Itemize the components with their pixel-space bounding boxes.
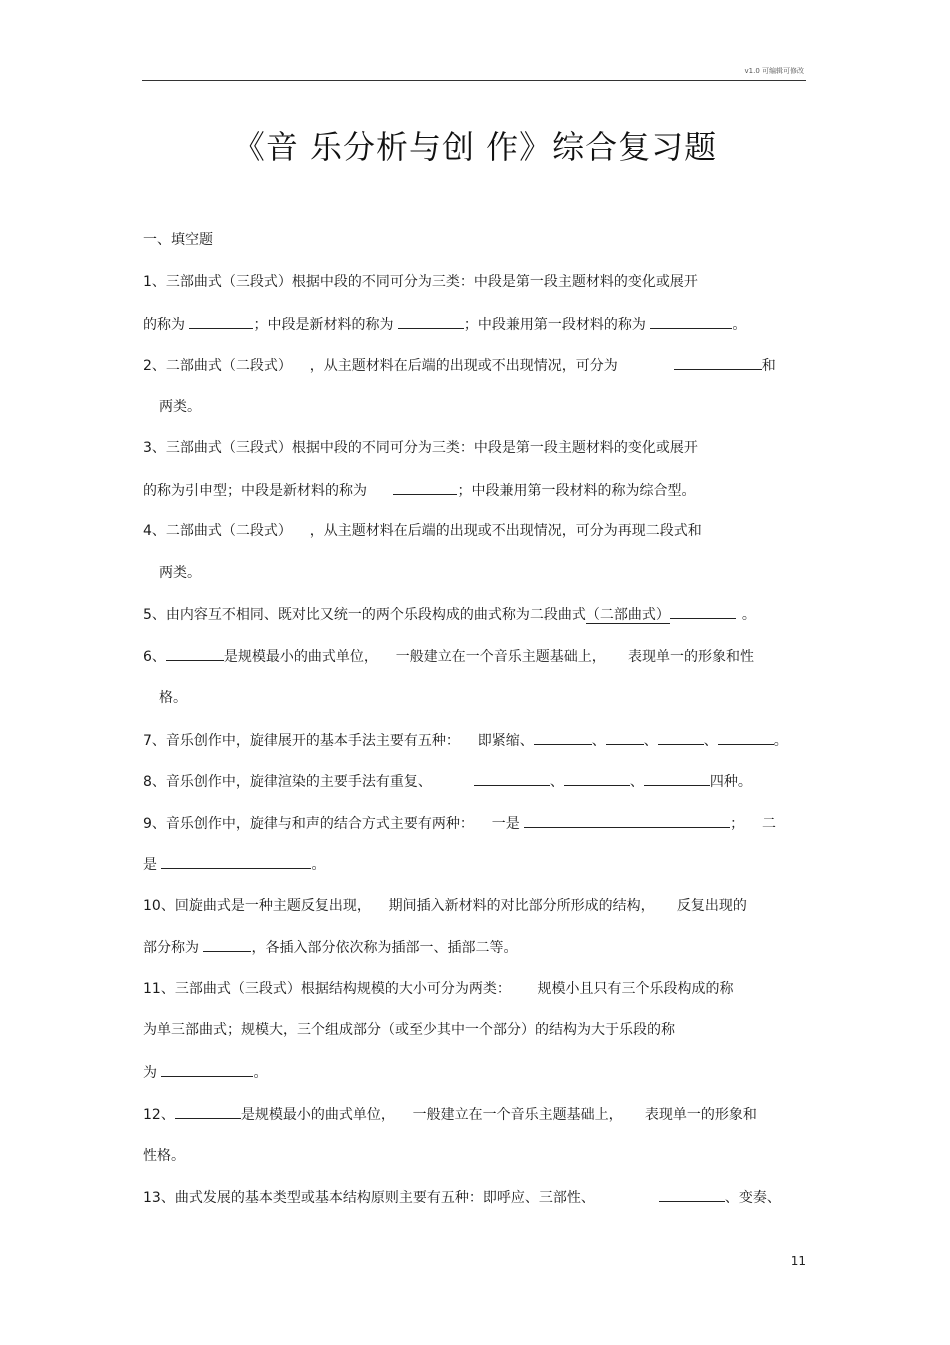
- q11-text-d: 。: [253, 1065, 268, 1081]
- q5-line1: [143, 604, 756, 625]
- q12-text-b: 是规模最小的曲式单位， 一般建立在一个音乐主题基础上， 表现单一的形象和: [240, 1107, 757, 1123]
- q6-text-b: 是规模最小的曲式单位， 一般建立在一个音乐主题基础上， 表现单一的形象和性: [223, 649, 754, 665]
- q12-line1: [143, 1104, 757, 1125]
- q1-blank-3[interactable]: [650, 314, 732, 329]
- q8-blank-3[interactable]: [644, 771, 710, 786]
- q1-line1: 1、三部曲式（三段式）根据中段的不同可分为三类：中段是第一段主题材料的变化或展开: [143, 274, 698, 290]
- q2-line2: 两类。: [159, 399, 201, 415]
- q8-text-a: 8、音乐创作中，旋律渲染的主要手法有重复、: [143, 774, 432, 790]
- q2-text-b: 和: [761, 358, 776, 374]
- q1-blank-2[interactable]: [398, 314, 464, 329]
- q8-text-end: 四种。: [709, 774, 752, 790]
- document-title: 《音 乐分析与创 作》综合复习题: [232, 128, 718, 166]
- q5-blank-1[interactable]: [670, 604, 736, 619]
- q6-text-a: 6、: [143, 649, 166, 665]
- q7-sep-3: 、: [703, 733, 718, 749]
- q7-blank-4[interactable]: [718, 730, 774, 745]
- q2-blank-1[interactable]: [674, 355, 762, 370]
- q9-blank-2[interactable]: [161, 854, 311, 869]
- q3-line2: [143, 480, 695, 501]
- q12-blank-1[interactable]: [175, 1104, 241, 1119]
- q11-line1: 11、三部曲式（三段式）根据结构规模的大小可分为两类： 规模小且只有三个乐段构成的称: [143, 981, 734, 997]
- q9-text-a: 9、音乐创作中，旋律与和声的结合方式主要有两种： 一是: [143, 816, 525, 832]
- q7-blank-3[interactable]: [658, 730, 704, 745]
- q9-text-b: ； 二: [730, 816, 776, 832]
- q4-line1: 4、二部曲式（二段式） ，从主题材料在后端的出现或不出现情况，可分为再现二段式和: [143, 523, 702, 539]
- q10-text-b: 部分称为: [143, 940, 204, 956]
- q7-text-end: 。: [773, 733, 788, 749]
- q1-blank-1[interactable]: [189, 314, 253, 329]
- q1-text-c: ；中段是新材料的称为: [253, 317, 398, 333]
- q13-text-b: 、变奏、: [724, 1190, 781, 1206]
- q11-blank-1[interactable]: [161, 1062, 253, 1077]
- q7-blank-1[interactable]: [534, 730, 592, 745]
- q5-text-c: 。: [741, 607, 756, 623]
- q3-text-b: 的称为引申型；中段是新材料的称为: [143, 483, 372, 499]
- q1-text-b: 的称为: [143, 317, 190, 333]
- q8-sep-1: 、: [549, 774, 564, 790]
- q6-line2: 格。: [159, 690, 187, 706]
- q6-line1: [143, 646, 754, 667]
- q7-sep-2: 、: [643, 733, 658, 749]
- q2-text-a: 2、二部曲式（二段式） ，从主题材料在后端的出现或不出现情况，可分为: [143, 358, 618, 374]
- q1-line2: [143, 314, 746, 335]
- q1-text-d: ；中段兼用第一段材料的称为: [463, 317, 651, 333]
- q10-text-c: ，各插入部分依次称为插部一、插部二等。: [251, 940, 518, 956]
- q1-text-e: 。: [732, 317, 747, 333]
- q12-text-a: 12、: [143, 1107, 175, 1123]
- q11-text-c: 为: [143, 1065, 162, 1081]
- section-heading: 一、填空题: [143, 232, 213, 248]
- q4-line2: 两类。: [159, 565, 201, 581]
- q6-blank-1[interactable]: [166, 646, 224, 661]
- q9-line1: [143, 813, 776, 834]
- q8-blank-2[interactable]: [564, 771, 630, 786]
- q9-blank-1[interactable]: [524, 813, 730, 828]
- q3-line1: 3、三部曲式（三段式）根据中段的不同可分为三类：中段是第一段主题材料的变化或展开: [143, 440, 698, 456]
- page-number: 11: [790, 1254, 806, 1268]
- q10-line1: 10、回旋曲式是一种主题反复出现， 期间插入新材料的对比部分所形成的结构， 反复出现的: [143, 898, 747, 914]
- q12-line2: 性格。: [143, 1148, 185, 1164]
- q3-blank-1[interactable]: [393, 480, 457, 495]
- q5-answer: （二部曲式）: [585, 607, 670, 623]
- q8-line1: [143, 771, 752, 792]
- q9-line2: [143, 854, 325, 875]
- q13-line1: [143, 1187, 781, 1208]
- q7-sep-1: 、: [591, 733, 606, 749]
- q10-blank-1[interactable]: [203, 937, 251, 952]
- header-rule: [142, 80, 806, 81]
- q8-blank-1[interactable]: [474, 771, 550, 786]
- q10-line2: [143, 937, 517, 958]
- q9-text-d: 。: [311, 857, 326, 873]
- q11-line3: [143, 1062, 267, 1083]
- header-version-label: v1.0 可编辑可修改: [744, 67, 804, 75]
- q13-text-a: 13、曲式发展的基本类型或基本结构原则主要有五种：即呼应、三部性、: [143, 1190, 595, 1206]
- q7-line1: [143, 730, 788, 751]
- q8-sep-2: 、: [629, 774, 644, 790]
- q11-line2: 为单三部曲式；规模大，三个组成部分（或至少其中一个部分）的结构为大于乐段的称: [143, 1022, 675, 1038]
- q13-blank-1[interactable]: [659, 1187, 725, 1202]
- q3-text-c: ；中段兼用第一段材料的称为综合型。: [457, 483, 696, 499]
- q9-text-c: 是: [143, 857, 162, 873]
- q5-text-a: 5、由内容互不相同、既对比又统一的两个乐段构成的曲式称为二段曲式: [143, 607, 586, 623]
- q7-text-a: 7、音乐创作中，旋律展开的基本手法主要有五种： 即紧缩、: [143, 733, 534, 749]
- q2-line1: [143, 355, 776, 376]
- q7-blank-2[interactable]: [606, 730, 644, 745]
